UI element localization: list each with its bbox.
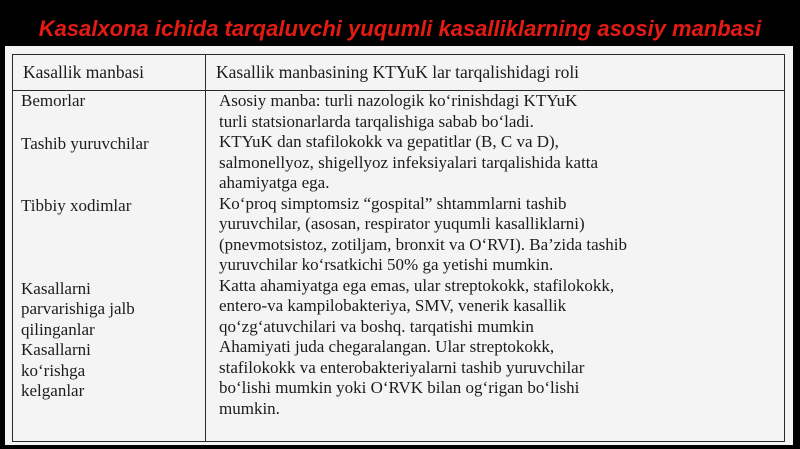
document-scan bbox=[5, 46, 793, 445]
source-line: kelganlar bbox=[21, 381, 85, 400]
table-header-row bbox=[13, 55, 785, 91]
sources-table bbox=[12, 54, 785, 442]
role-line: ahamiyatga ega. bbox=[219, 173, 330, 192]
source-line: ko‘rishga bbox=[21, 360, 86, 380]
role-line: Asosiy manba: turli nazologik ko‘rinishdagi KTYuK bbox=[219, 91, 578, 110]
role-line: (pnevmotsistoz, zotiljam, bronxit va O‘RVI). Ba’zida tashib bbox=[219, 234, 627, 254]
table-row bbox=[13, 91, 785, 442]
source-line: Kasallarni bbox=[21, 278, 91, 298]
role-line: mumkin. bbox=[219, 398, 280, 418]
role-line: Ko‘proq simptomsiz “gospital” shtammlarni tashib bbox=[219, 193, 567, 213]
role-line: yuruvchilar ko‘rsatkichi 50% ga yetishi mumkin. bbox=[219, 255, 554, 274]
role-line: KTYuK dan stafilokokk va gepatitlar (B, C va D), bbox=[219, 132, 559, 151]
source-line: Bemorlar bbox=[21, 91, 86, 110]
header-role: Kasallik manbasining KTYuK lar tarqalishidagi roli bbox=[206, 55, 785, 91]
role-line: Katta ahamiyatga ega emas, ular streptokokk, stafilokokk, bbox=[219, 275, 615, 295]
role-line: yuruvchilar, (asosan, respirator yuqumli kasalliklarni) bbox=[219, 214, 585, 233]
role-cell bbox=[206, 91, 785, 442]
role-line: turli statsionarlarda tarqalishiga sabab bo‘ladi. bbox=[219, 111, 534, 131]
slide-title: Kasalxona ichida tarqaluvchi yuqumli kasalliklarning asosiy manbasi bbox=[38, 16, 762, 41]
role-line: Ahamiyati juda chegaralangan. Ular streptokokk, bbox=[219, 337, 555, 356]
source-line: parvarishiga jalb bbox=[21, 299, 135, 318]
source-line: Tibbiy xodimlar bbox=[21, 196, 132, 215]
source-cell bbox=[13, 91, 206, 442]
source-line: qilinganlar bbox=[21, 319, 95, 339]
role-line: stafilokokk va enterobakteriyalarni tashib yuruvchilar bbox=[219, 357, 585, 377]
role-line: entero-va kampilobakteriya, SMV, venerik kasallik bbox=[219, 296, 567, 315]
role-line: qo‘zg‘atuvchilari va boshq. tarqatishi mumkin bbox=[219, 316, 534, 336]
role-line: salmonellyoz, shigellyoz infeksiyalari tarqalishida katta bbox=[219, 152, 599, 172]
source-line: Kasallarni bbox=[21, 340, 91, 359]
source-line: Tashib yuruvchilar bbox=[21, 133, 149, 153]
header-source: Kasallik manbasi bbox=[13, 55, 206, 91]
role-line: bo‘lishi mumkin yoki O‘RVK bilan og‘rigan bo‘lishi bbox=[219, 378, 580, 397]
